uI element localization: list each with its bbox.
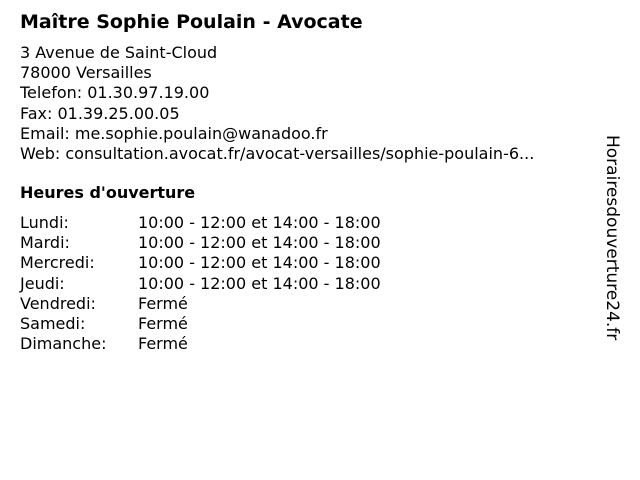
day-hours: 10:00 - 12:00 et 14:00 - 18:00 (138, 273, 381, 293)
day-hours: Fermé (138, 313, 188, 333)
hours-row-sunday (20, 334, 381, 354)
day-label: Jeudi: (20, 273, 65, 293)
contact-info (20, 43, 534, 164)
hours-row-wednesday (20, 253, 381, 273)
email-line: Email: me.sophie.poulain@wanadoo.fr (20, 123, 328, 143)
day-hours: 10:00 - 12:00 et 14:00 - 18:00 (138, 213, 381, 232)
address-line-2: 78000 Versailles (20, 63, 152, 83)
day-hours: Fermé (138, 334, 188, 354)
day-label: Dimanche: (20, 334, 107, 354)
hours-row-thursday (20, 274, 381, 294)
day-hours: 10:00 - 12:00 et 14:00 - 18:00 (138, 253, 381, 273)
opening-hours-table (20, 213, 381, 354)
day-label: Mercredi: (20, 253, 95, 273)
phone-line: Telefon: 01.30.97.19.00 (20, 83, 210, 103)
site-watermark: Horairesdouverture24.fr (602, 135, 622, 341)
day-label: Vendredi: (20, 293, 96, 313)
hours-row-tuesday (20, 233, 381, 253)
business-name: Maître Sophie Poulain - Avocate (20, 11, 363, 33)
day-label: Lundi: (20, 213, 69, 232)
hours-row-monday (20, 213, 381, 233)
day-hours: 10:00 - 12:00 et 14:00 - 18:00 (138, 233, 381, 253)
day-label: Samedi: (20, 313, 86, 333)
hours-row-saturday (20, 314, 381, 334)
day-label: Mardi: (20, 233, 70, 253)
opening-hours-heading: Heures d'ouverture (20, 183, 196, 202)
day-hours: Fermé (138, 293, 188, 313)
web-line: Web: consultation.avocat.fr/avocat-versailles/sophie-poulain-6... (20, 143, 535, 163)
fax-line: Fax: 01.39.25.00.05 (20, 103, 180, 123)
address-line-1: 3 Avenue de Saint-Cloud (20, 43, 218, 62)
hours-row-friday (20, 294, 381, 314)
